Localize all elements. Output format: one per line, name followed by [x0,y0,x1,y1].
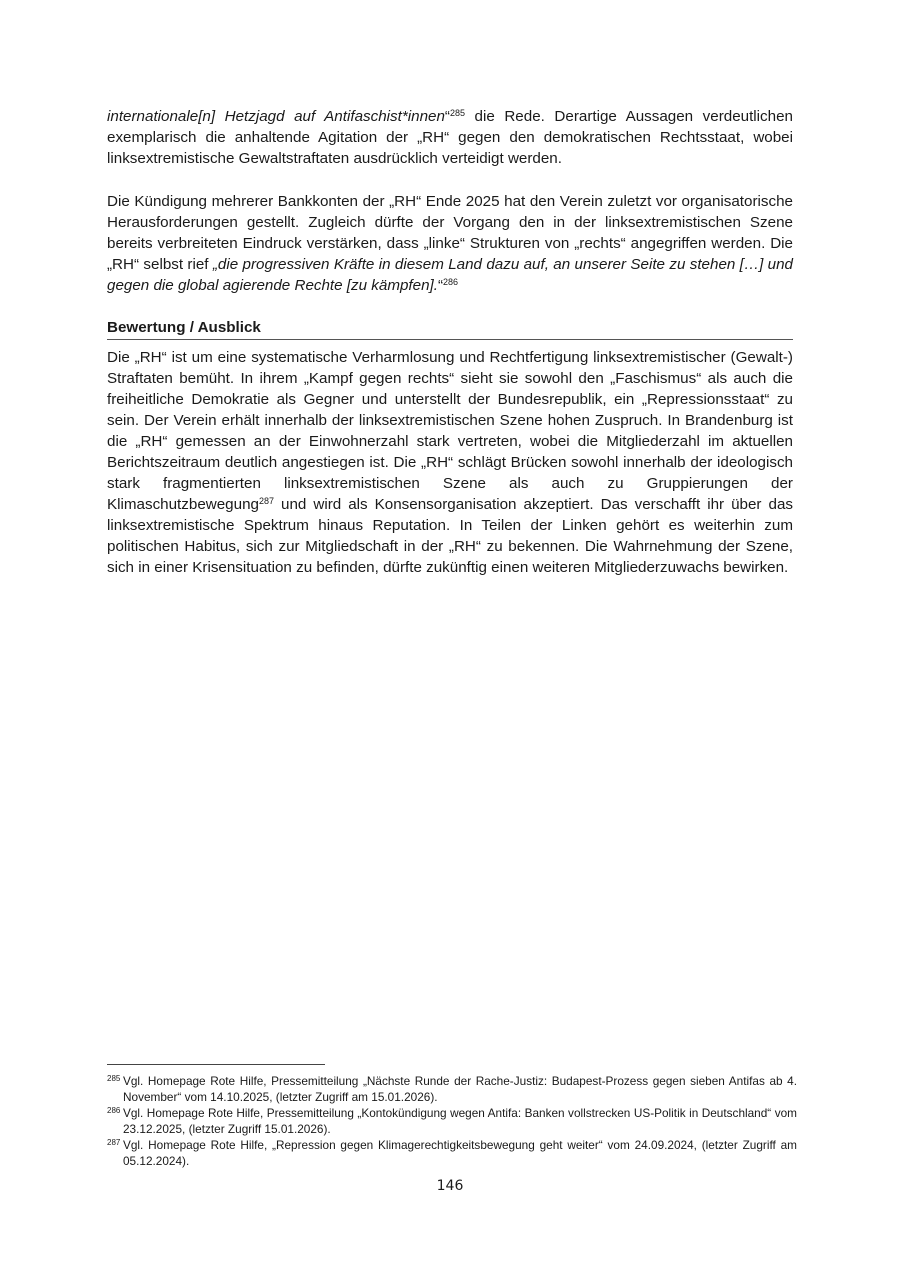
paragraph-1-text: die Rede. Derartige Aussagen verdeutlichen exemplarisch die anhaltende Agitation der „RH“ gegen den demokratischen Rechtsstaat, wobei linksextremistische Gewaltstraftaten ausdrücklich verteidigt werden. [107,108,793,167]
footnote-ref-287[interactable]: 287 [258,496,274,506]
footnote-number: 287 [107,1138,121,1147]
paragraph-3-text-a: Die „RH“ ist um eine systematische Verharmlosung und Rechtfertigung linksextremistischer (Gewalt-) Straftaten bemüht. In ihrem „Kampf gegen rechts“ sieht sie sowohl den „Faschismus“ als auch die freiheitliche Demokratie als Gegner und unterstellt der Bundesrepublik, ein „Repressionsstaat“ zu sein. Der Verein erhält innerhalb der linksextremistischen Szene hohen Zuspruch. In Brandenburg ist die „RH“ gemessen an der Einwohnerzahl stark vertreten, wobei die Mitgliederzahl im aktuellen Berichtszeitraum deutlich angestiegen ist. Die „RH“ schlägt Brücken sowohl innerhalb der ideologisch stark fragmentierten linksextremistischen Szene als auch zu Gruppierungen der Klimaschutzbewegung [107,349,793,513]
paragraph-1 [107,106,793,169]
footnote-number: 285 [107,1074,121,1083]
paragraph-2-text: Die Kündigung mehrerer Bankkonten der „RH“ Ende 2025 hat den Verein zuletzt vor organisatorische Herausforderungen gestellt. Zugleich dürfte der Vorgang den in der linksextremistischen Szene bereits verbreiteten Eindruck verstärken, dass „linke“ Strukturen von „rechts“ angegriffen werden. Die „RH“ selbst rief [107,193,793,273]
footnote [107,1105,797,1137]
quote-close: “ [437,277,444,294]
paragraph-3-text-b: und wird als Konsensorganisation akzeptiert. Das verschafft ihr über das linksextremistische Spektrum hinaus Reputation. In Teilen der Linken gehört es weiterhin zum politischen Habitus, sich zur Mitgliedschaft in der „RH“ zu bekennen. Die Wahrnehmung der Szene, sich in einer Krisensituation zu befinden, dürfte zukünftig einen weiteren Mitgliederzuwachs bewirken. [107,496,793,576]
footnote [107,1073,797,1105]
page-number: 146 [436,1178,464,1194]
italic-quote: internationale[n] Hetzjagd auf Antifaschist*innen [107,108,445,125]
footnote-separator [107,1064,325,1065]
quote-close: “ [444,108,450,125]
footnote [107,1137,797,1169]
italic-quote: „die progressiven Kräfte in diesem Land dazu auf, an unserer Seite zu stehen […] und gegen die global agierende Rechte [zu kämpfen]. [107,256,794,294]
footnote-text: Vgl. Homepage Rote Hilfe, Pressemitteilung „Nächste Runde der Rache-Justiz: Budapest-Prozess gegen sieben Antifas ab 4. November“ vom 14.10.2025, (letzter Zugriff am 15.01.2026). [123,1074,797,1104]
footnotes [107,1073,797,1169]
footnote-ref-286[interactable]: 286 [443,277,459,287]
section-heading: Bewertung / Ausblick [107,318,793,340]
footnote-number: 286 [107,1106,121,1115]
paragraph-3 [107,347,793,578]
footnote-ref-285[interactable]: 285 [449,108,465,118]
footnote-text: Vgl. Homepage Rote Hilfe, „Repression gegen Klimagerechtigkeitsbewegung geht weiter“ vom 24.09.2024, (letzter Zugriff am 05.12.2024). [123,1138,797,1168]
paragraph-2 [107,191,793,296]
footnote-text: Vgl. Homepage Rote Hilfe, Pressemitteilung „Kontokündigung wegen Antifa: Banken vollstrecken US-Politik in Deutschland“ vom 23.12.2025, (letzter Zugriff 15.01.2026). [123,1106,797,1136]
